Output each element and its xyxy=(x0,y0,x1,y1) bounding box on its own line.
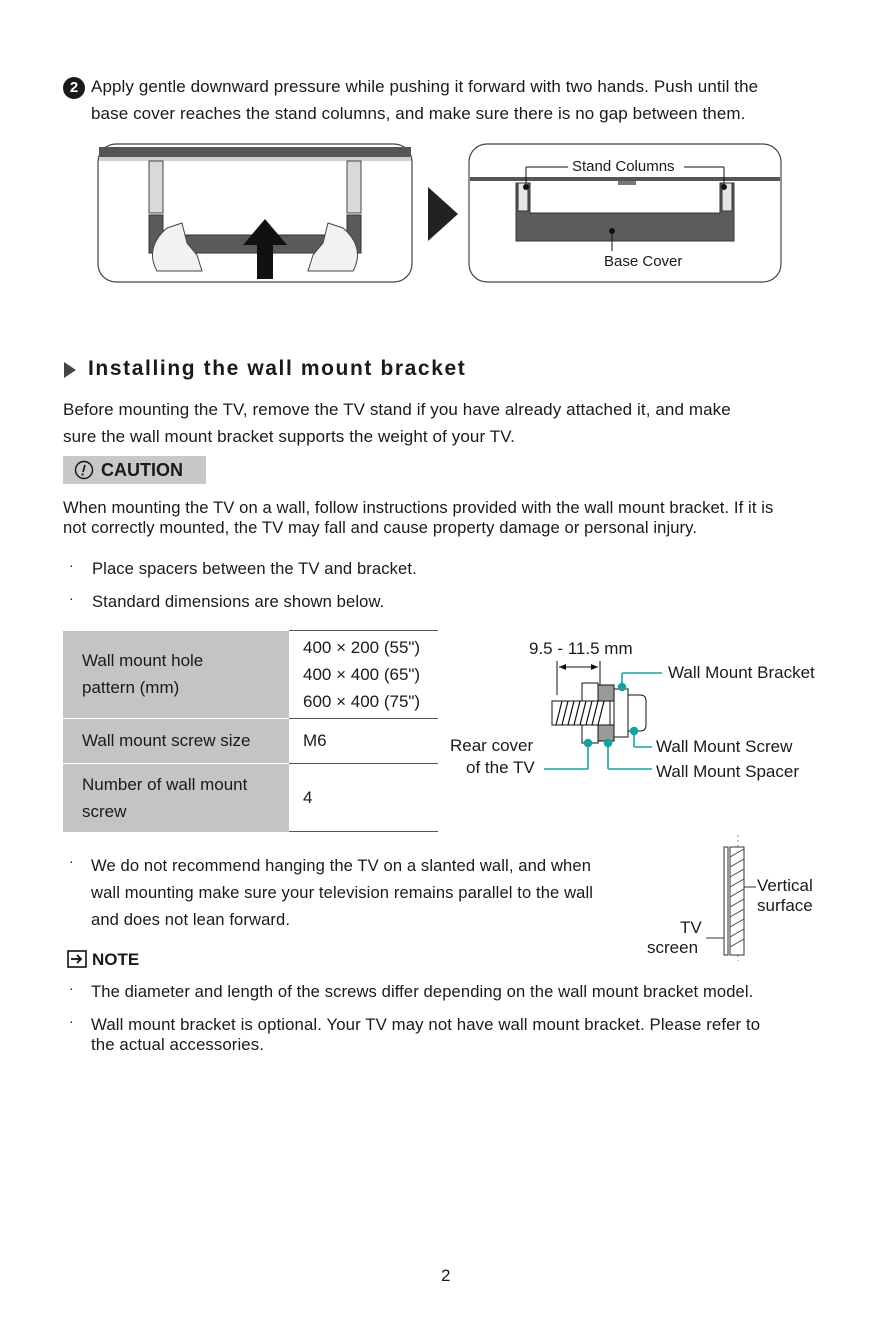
table-row xyxy=(63,718,438,763)
table-key-hole-pattern: Wall mount hole pattern (mm) xyxy=(63,631,289,719)
rear-cover-label-line1: Rear cover xyxy=(450,736,534,755)
table-value-hole-pattern: 400 × 200 (55") 400 × 400 (65") 600 × 400 (75") xyxy=(289,631,438,719)
step-text-line1: Apply gentle downward pressure while pushing it forward with two hands. Push until the xyxy=(91,77,759,96)
stand-columns-label: Stand Columns xyxy=(572,158,675,175)
table-key-screw-count: Number of wall mount screw xyxy=(63,763,289,832)
note-bullet1: The diameter and length of the screws differ depending on the wall mount bracket model. xyxy=(91,982,754,1001)
bullet-marker: · xyxy=(69,980,74,996)
bullet-marker: · xyxy=(69,1013,74,1029)
caution-label: CAUTION xyxy=(101,460,183,480)
caution-icon xyxy=(73,460,95,480)
next-arrow-icon xyxy=(426,185,460,243)
section-triangle-icon xyxy=(63,361,77,379)
tv-screen-label-line1: TV xyxy=(680,918,702,937)
slant-warning-line1: We do not recommend hanging the TV on a slanted wall, and when xyxy=(91,856,592,875)
step-text-line2: base cover reaches the stand columns, and make sure there is no gap between them. xyxy=(91,104,746,123)
wall-mount-spec-table xyxy=(63,630,438,832)
tv-screen-label-line2: screen xyxy=(647,938,699,957)
screw-length-dimension: 9.5 - 11.5 mm xyxy=(529,639,633,658)
section-intro-line1: Before mounting the TV, remove the TV stand if you have already attached it, and make xyxy=(63,400,731,419)
note-icon xyxy=(67,950,87,968)
page-number: 2 xyxy=(441,1266,451,1285)
base-cover-label: Base Cover xyxy=(604,253,683,270)
bullet-spacers: Place spacers between the TV and bracket. xyxy=(92,559,417,578)
note-bullet2-line1: Wall mount bracket is optional. Your TV may not have wall mount bracket. Please refer to xyxy=(91,1015,761,1034)
rear-cover-label-line2: of the TV xyxy=(466,758,535,777)
wall-mount-bracket-label: Wall Mount Bracket xyxy=(668,663,815,682)
caution-text-line1: When mounting the TV on a wall, follow instructions provided with the wall mount bracket. If it is xyxy=(63,498,774,517)
caution-text-line2: not correctly mounted, the TV may fall and cause property damage or personal injury. xyxy=(63,518,698,537)
table-row xyxy=(63,763,438,832)
note-label: NOTE xyxy=(92,950,140,969)
vertical-surface-label-line2: surface xyxy=(757,896,813,915)
slant-warning-line3: and does not lean forward. xyxy=(91,910,291,929)
table-key-screw-size: Wall mount screw size xyxy=(63,718,289,763)
note-bullet2-line2: the actual accessories. xyxy=(91,1035,264,1054)
section-intro-line2: sure the wall mount bracket supports the weight of your TV. xyxy=(63,427,515,446)
step-number-badge: 2 xyxy=(63,77,85,99)
vertical-surface-label-line1: Vertical xyxy=(757,876,813,895)
table-value-screw-size: M6 xyxy=(289,718,438,763)
section-title: Installing the wall mount bracket xyxy=(88,357,467,380)
bullet-marker: · xyxy=(69,557,74,573)
table-row xyxy=(63,631,438,719)
slant-warning-line2: wall mounting make sure your television remains parallel to the wall xyxy=(91,883,594,902)
table-value-screw-count: 4 xyxy=(289,763,438,832)
wall-mount-spacer-label: Wall Mount Spacer xyxy=(656,762,799,781)
vertical-wall-diagram xyxy=(700,835,760,961)
bullet-marker: · xyxy=(69,853,74,869)
bullet-marker: · xyxy=(69,590,74,606)
stand-push-illustration xyxy=(97,143,413,283)
wall-mount-screw-label: Wall Mount Screw xyxy=(656,737,793,756)
bullet-dimensions: Standard dimensions are shown below. xyxy=(92,592,385,611)
